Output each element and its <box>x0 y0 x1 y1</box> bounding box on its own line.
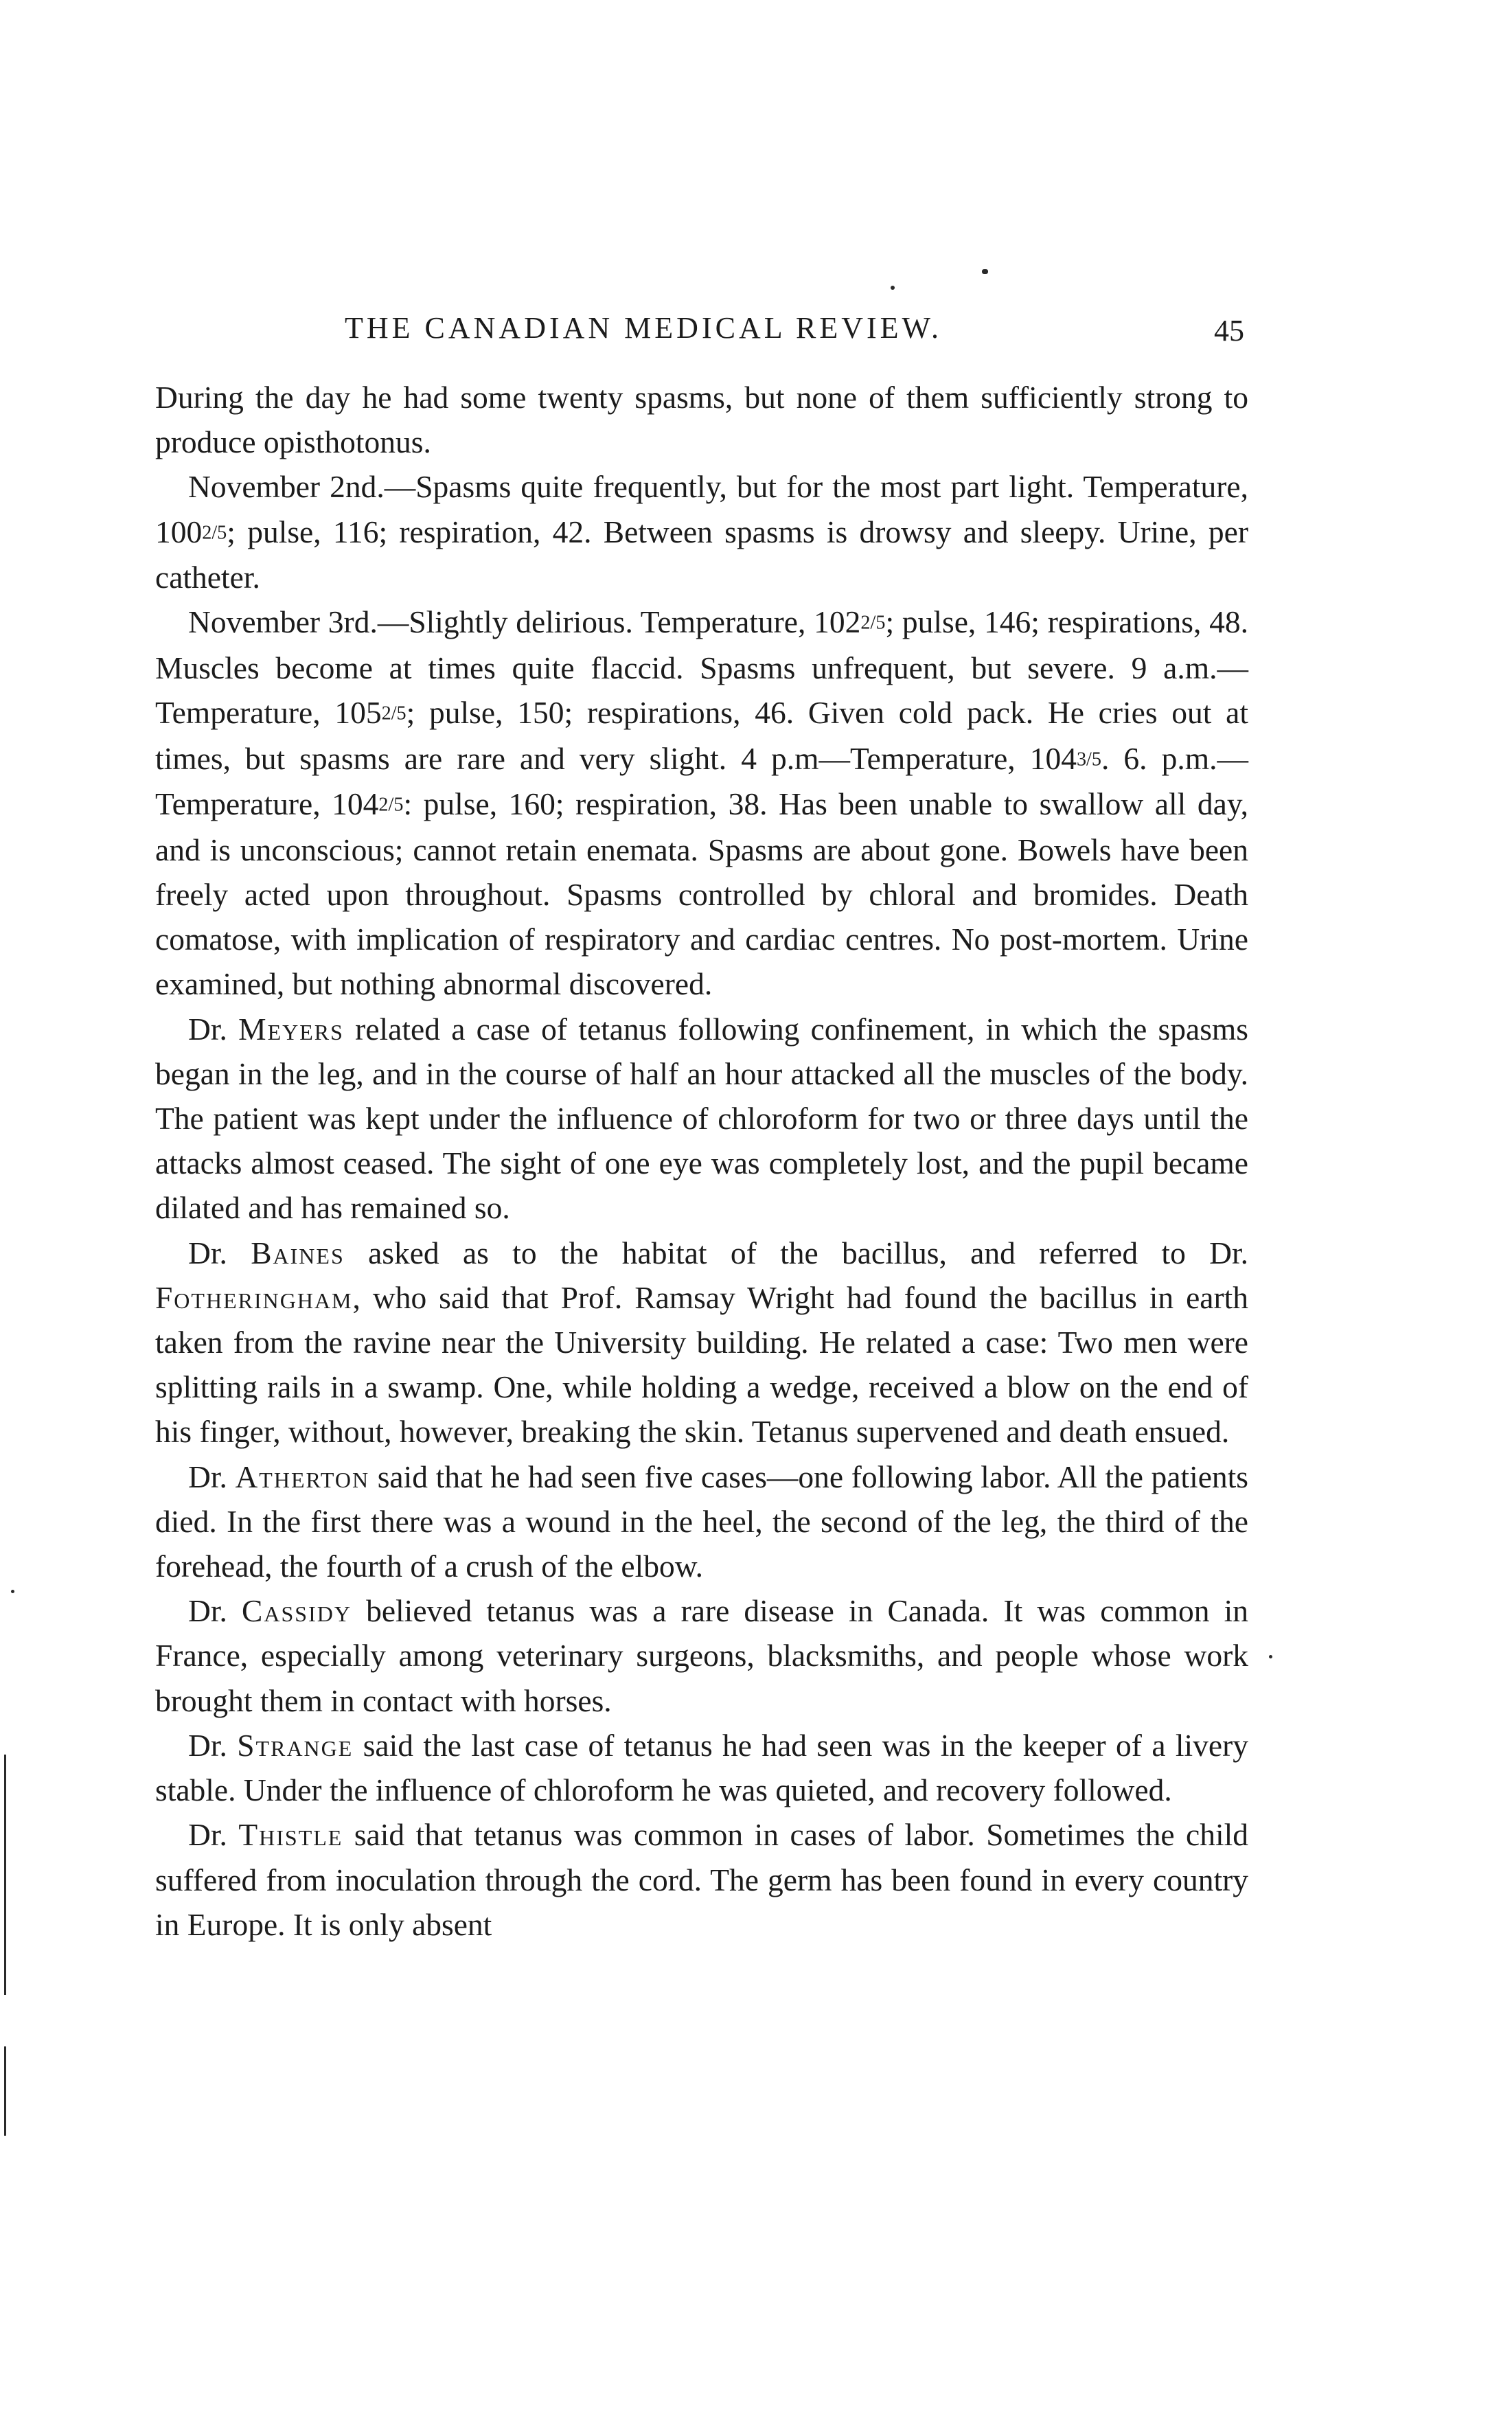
paragraph-cassidy <box>155 1588 1248 1723</box>
paragraph-strange <box>155 1723 1248 1812</box>
paragraph-text: said that he had seen five cases—one following labor. All the patients died. In the first there was a wound in the heel, the second of the leg, the third of the forehead, the fourth of a crush of the elbow. <box>155 1459 1248 1584</box>
speaker-name: Meyers <box>238 1011 344 1047</box>
article-body <box>155 375 1248 1947</box>
paragraph-text: November 2nd.—Spasms quite frequently, but for the most part light. Temperature, 100 <box>155 469 1248 549</box>
paragraph-text: Dr. <box>188 1817 239 1853</box>
paragraph-text: Dr. <box>188 1011 239 1047</box>
paragraph-meyers <box>155 1007 1248 1231</box>
paragraph-text: , who said that Prof. Ramsay Wright had found the bacillus in earth taken from the ravine near the University building. He related a case: Two men were splitting rails in a swamp. One, while holding a wedge, received a blow on the end of his finger, without, however, breaking the skin. Tetanus supervened and death ensued. <box>155 1279 1248 1450</box>
paragraph-text: believed tetanus was a rare disease in Canada. It was common in France, especially among veterinary surgeons, blacksmiths, and people whose work brought them in contact with horses. <box>155 1593 1248 1718</box>
paragraph-november-2nd <box>155 464 1248 600</box>
temperature-fraction: 2/5 <box>860 612 886 634</box>
scan-speck <box>891 286 895 290</box>
running-title: THE CANADIAN MEDICAL REVIEW. <box>345 311 942 345</box>
paragraph-atherton <box>155 1454 1248 1589</box>
scan-speck <box>1269 1655 1272 1658</box>
speaker-name: Atherton <box>235 1459 370 1494</box>
paragraph-text: : pulse, 160; respiration, 38. Has been unable to swallow all day, and is unconscious; cannot retain enemata. Spasms are about gone. Bowels have been freely acted upon throughout. Spasms controlled by chloral and bromides. Death comatose, with implication of respiratory and cardiac centres. No post-mortem. Urine examined, but nothing abnormal discovered. <box>155 786 1248 1002</box>
paragraph-text: ; pulse, 146; respirations, 48. Muscles become at times quite flaccid. Spasms unfrequent, but severe. 9 a.m.—Temperature, 105 <box>155 604 1249 731</box>
paragraph-text: Dr. <box>188 1593 242 1629</box>
paragraph-text: ; pulse, 150; respirations, 46. Given cold pack. He cries out at times, but spasms are rare and very slight. 4 p.m—Temperature, 104 <box>155 695 1249 776</box>
paragraph-thistle <box>155 1812 1248 1947</box>
speaker-name: Baines <box>251 1235 345 1270</box>
paragraph-text: related a case of tetanus following confinement, in which the spasms began in the leg, and in the course of half an hour attacked all the muscles of the body. The patient was kept under the influence of chloroform for two or three days until the attacks almost ceased. The sight of one eye was completely lost, and the pupil became dilated and has remained so. <box>155 1011 1249 1226</box>
paragraph-november-3rd <box>155 600 1248 1006</box>
scan-edge-line <box>4 1755 6 1995</box>
paragraph-text: ; pulse, 116; respiration, 42. Between spasms is drowsy and sleepy. Urine, per catheter. <box>155 514 1248 595</box>
speaker-name: Strange <box>237 1727 354 1763</box>
paragraph-text: Dr. <box>188 1459 236 1494</box>
scan-speck <box>982 269 988 274</box>
paragraph-text: Dr. <box>188 1727 238 1763</box>
speaker-name: Fotheringham <box>155 1279 353 1315</box>
speaker-name: Thistle <box>238 1817 343 1853</box>
paragraph-text: said the last case of tetanus he had seen was in the keeper of a livery stable. Under the influence of chloroform he was quieted, and recovery followed. <box>155 1727 1249 1808</box>
paragraph-1 <box>155 375 1248 464</box>
scan-speck <box>11 1590 14 1593</box>
paragraph-text: During the day he had some twenty spasms, but none of them sufficiently strong to produce opisthotonus. <box>155 380 1248 460</box>
page-number: 45 <box>1214 314 1244 347</box>
paragraph-text: November 3rd.—Slightly delirious. Temperature, 102 <box>188 604 861 640</box>
running-head <box>159 310 1244 358</box>
temperature-fraction: 2/5 <box>378 794 404 816</box>
scan-edge-line <box>4 2046 6 2136</box>
paragraph-text: said that tetanus was common in cases of labor. Sometimes the child suffered from inoculation through the cord. The germ has been found in every country in Europe. It is only absent <box>155 1817 1248 1942</box>
speaker-name: Cassidy <box>242 1593 352 1629</box>
temperature-fraction: 2/5 <box>381 703 406 724</box>
paragraph-text: asked as to the habitat of the bacillus, and referred to Dr. <box>344 1235 1248 1270</box>
paragraph-text: Dr. <box>188 1235 251 1270</box>
paragraph-baines <box>155 1231 1248 1454</box>
temperature-fraction: 3/5 <box>1076 749 1101 770</box>
paragraph-text: . 6. p.m.—Temperature, 104 <box>155 740 1248 822</box>
temperature-fraction: 2/5 <box>202 521 227 543</box>
